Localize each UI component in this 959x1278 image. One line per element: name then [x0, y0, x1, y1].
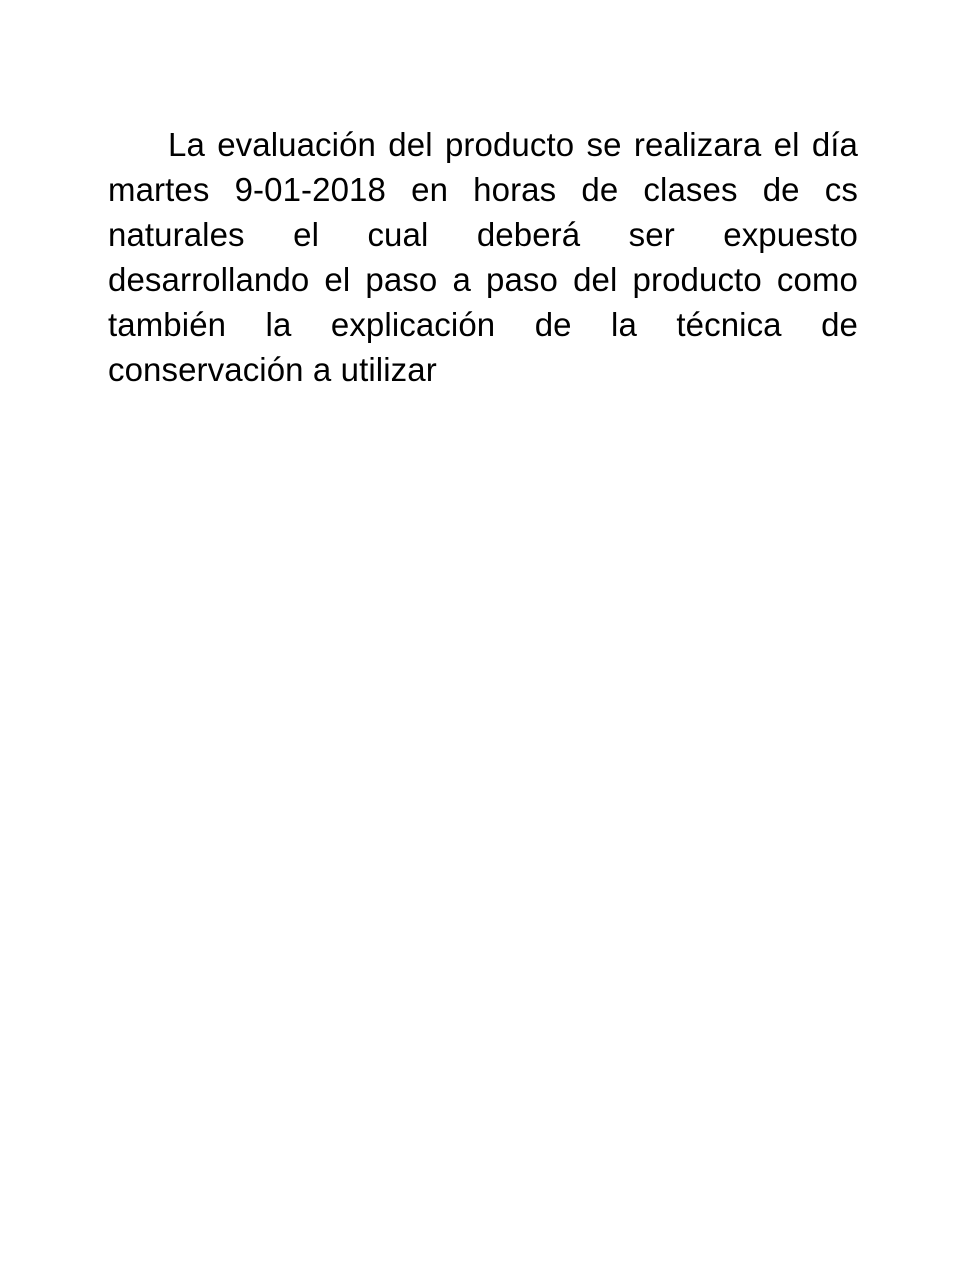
body-paragraph: La evaluación del producto se realizara el día martes 9-01-2018 en horas de clases de cs naturales el cual deberá ser expuesto desarrollando el paso a paso del producto como también la explicación de la técnica de conservación a utilizar: [108, 126, 858, 388]
